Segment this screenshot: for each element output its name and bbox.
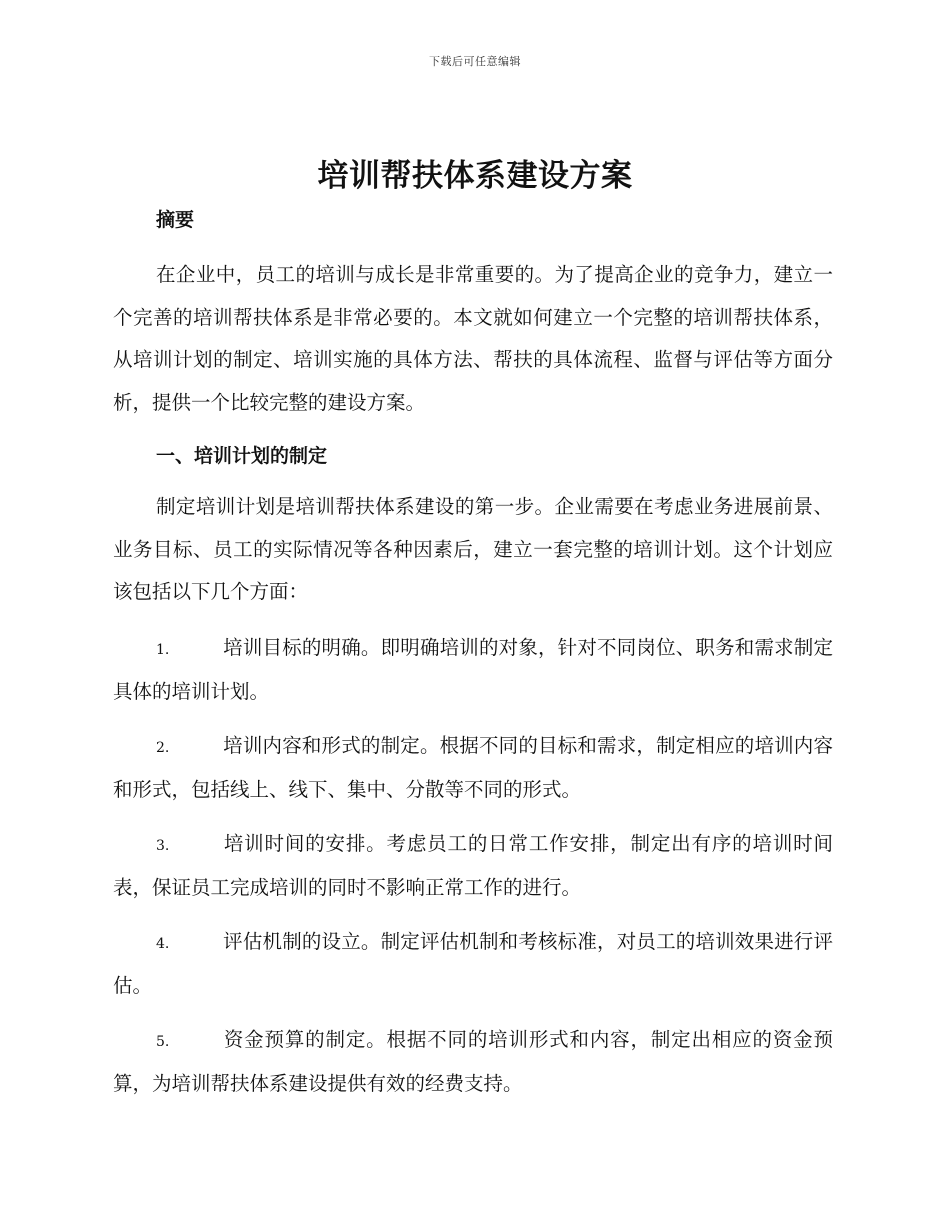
list-item [113, 725, 833, 812]
list-item-number: 4. [156, 935, 170, 952]
list-item [113, 1019, 833, 1106]
document-title: 培训帮扶体系建设方案 [317, 158, 633, 194]
abstract-paragraph: 在企业中，员工的培训与成长是非常重要的。为了提高企业的竞争力，建立一个完善的培训帮扶体系是非常必要的。本文就如何建立一个完整的培训帮扶体系，从培训计划的制定、培训实施的具体方法、帮扶的具体流程、监督与评估等方面分析，提供一个比较完整的建设方案。 [113, 263, 833, 414]
abstract-heading: 摘要 [156, 209, 195, 231]
header-note: 下载后可任意编辑 [429, 55, 521, 68]
list-item-number: 1. [156, 641, 170, 658]
list-item [113, 627, 833, 714]
list-item-number: 2. [156, 739, 170, 756]
list-item-text: 资金预算的制定。根据不同的培训形式和内容，制定出相应的资金预算，为培训帮扶体系建设提供有效的经费支持。 [113, 1027, 833, 1095]
list-item-text: 评估机制的设立。制定评估机制和考核标准，对员工的培训效果进行评估。 [113, 929, 833, 997]
document-body [113, 200, 833, 1106]
section-1-heading: 一、培训计划的制定 [156, 445, 328, 467]
list-item-text: 培训时间的安排。考虑员工的日常工作安排，制定出有序的培训时间表，保证员工完成培训的同时不影响正常工作的进行。 [113, 831, 833, 899]
section-1-intro: 制定培训计划是培训帮扶体系建设的第一步。企业需要在考虑业务进展前景、业务目标、员工的实际情况等各种因素后，建立一套完整的培训计划。这个计划应该包括以下几个方面： [113, 495, 833, 603]
list-item [113, 823, 833, 910]
list-item-number: 5. [156, 1033, 170, 1050]
list-item-number: 3. [156, 837, 170, 854]
training-plan-list [113, 627, 833, 1106]
list-item-text: 培训目标的明确。即明确培训的对象，针对不同岗位、职务和需求制定具体的培训计划。 [113, 635, 833, 703]
list-item [113, 921, 833, 1008]
list-item-text: 培训内容和形式的制定。根据不同的目标和需求，制定相应的培训内容和形式，包括线上、线下、集中、分散等不同的形式。 [113, 733, 833, 801]
